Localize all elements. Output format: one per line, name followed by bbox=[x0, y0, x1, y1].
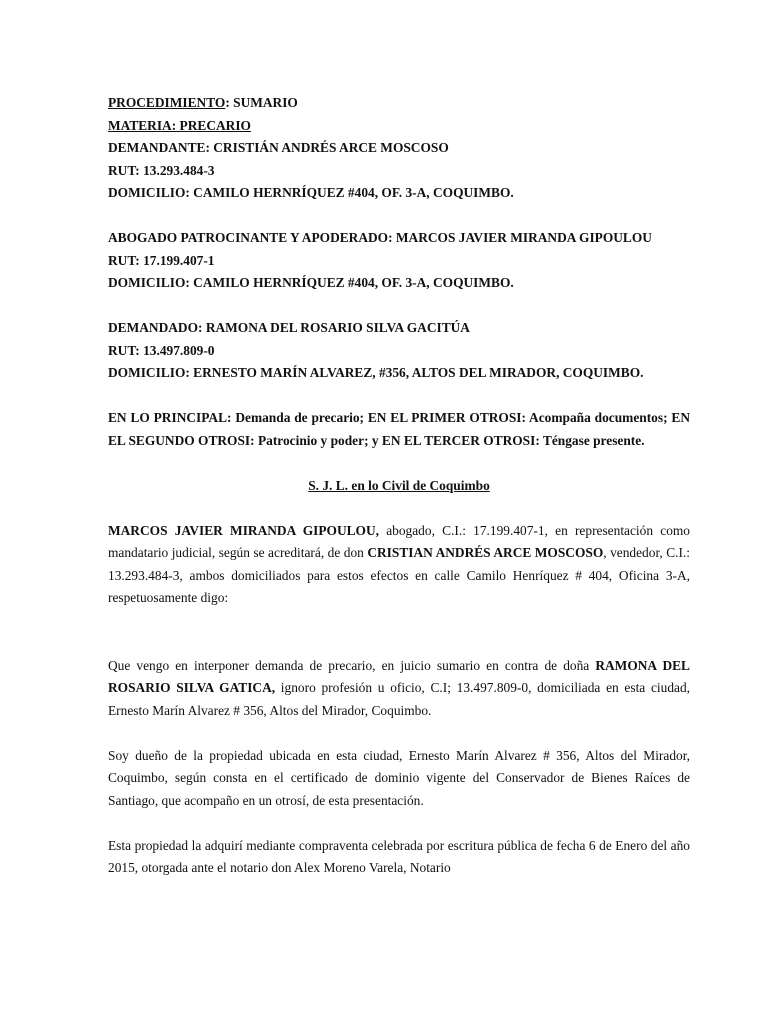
rut-demandante-line: RUT: 13.293.484-3 bbox=[108, 162, 215, 178]
spacer bbox=[108, 452, 690, 475]
procedimiento-line bbox=[108, 92, 690, 115]
paragraph-acquisition: Esta propiedad la adquirí mediante compraventa celebrada por escritura pública de fecha 6 de Enero del año 2015, otorgada ante el notario don Alex Moreno Varela, Notario bbox=[108, 837, 690, 875]
spacer bbox=[108, 497, 690, 520]
spacer bbox=[108, 205, 690, 228]
spacer bbox=[108, 385, 690, 408]
demandante-line: DEMANDANTE: CRISTIÁN ANDRÉS ARCE MOSCOSO bbox=[108, 140, 449, 155]
abogado-line: ABOGADO PATROCINANTE Y APODERADO: MARCOS JAVIER MIRANDA GIPOULOU bbox=[108, 230, 652, 245]
rut-demandado-line: RUT: 13.497.809-0 bbox=[108, 342, 215, 358]
materia-line: MATERIA: PRECARIO bbox=[108, 117, 251, 133]
procedimiento-label: PROCEDIMIENTO bbox=[108, 95, 226, 110]
domicilio-demandante-line: DOMICILIO: CAMILO HERNRÍQUEZ #404, OF. 3-A, COQUIMBO. bbox=[108, 185, 514, 200]
summary-paragraph: EN LO PRINCIPAL: Demanda de precario; EN EL PRIMER OTROSI: Acompaña documentos; EN EL SEGUNDO OTROSI: Patrocinio y poder; y EN EL TERCER OTROSI: Téngase presente. bbox=[108, 410, 690, 448]
domicilio-abogado-line: DOMICILIO: CAMILO HERNRÍQUEZ #404, OF. 3-A, COQUIMBO. bbox=[108, 275, 514, 290]
paragraph-intro-text-b: , vendedor, C.I.: 13.293.484-3, ambos domiciliados para estos efectos en calle Camilo Henríquez # 404, Oficina 3-A, respetuosamente digo: bbox=[108, 545, 690, 605]
spacer bbox=[108, 812, 690, 835]
spacer bbox=[108, 610, 690, 655]
procedimiento-value: : SUMARIO bbox=[225, 95, 298, 110]
domicilio-demandado-line: DOMICILIO: ERNESTO MARÍN ALVAREZ, #356, ALTOS DEL MIRADOR, COQUIMBO. bbox=[108, 365, 644, 380]
paragraph-demand-text-b: ignoro profesión u oficio, C.I; 13.497.809-0, domiciliada en esta ciudad, Ernesto Marín Alvarez # 356, Altos del Mirador, Coquimbo. bbox=[108, 680, 690, 718]
paragraph-intro bbox=[108, 520, 690, 610]
spacer bbox=[108, 722, 690, 745]
court-heading: S. J. L. en lo Civil de Coquimbo bbox=[308, 477, 490, 493]
paragraph-intro-text-a: abogado, C.I.: 17.199.407-1, en representación como mandatario judicial, según se acreditará, de don bbox=[108, 522, 690, 560]
paragraph-demand bbox=[108, 655, 690, 723]
paragraph-demand-text-a: Que vengo en interponer demanda de precario, en juicio sumario en contra de doña bbox=[108, 657, 596, 673]
document-body bbox=[108, 92, 690, 880]
demandado-line: DEMANDADO: RAMONA DEL ROSARIO SILVA GACITÚA bbox=[108, 320, 470, 335]
rut-abogado-line: RUT: 17.199.407-1 bbox=[108, 252, 215, 268]
spacer bbox=[108, 295, 690, 318]
defendant-name: RAMONA DEL ROSARIO SILVA GATICA, bbox=[108, 657, 690, 695]
client-name: CRISTIAN ANDRÉS ARCE MOSCOSO bbox=[367, 545, 604, 560]
lawyer-name: MARCOS JAVIER MIRANDA GIPOULOU, bbox=[108, 522, 379, 538]
paragraph-ownership: Soy dueño de la propiedad ubicada en esta ciudad, Ernesto Marín Alvarez # 356, Altos del Mirador, Coquimbo, según consta en el certificado de dominio vigente del Conservador de Bienes Raíces de Santiago, que acompaño en un otrosí, de esta presentación. bbox=[108, 747, 690, 808]
